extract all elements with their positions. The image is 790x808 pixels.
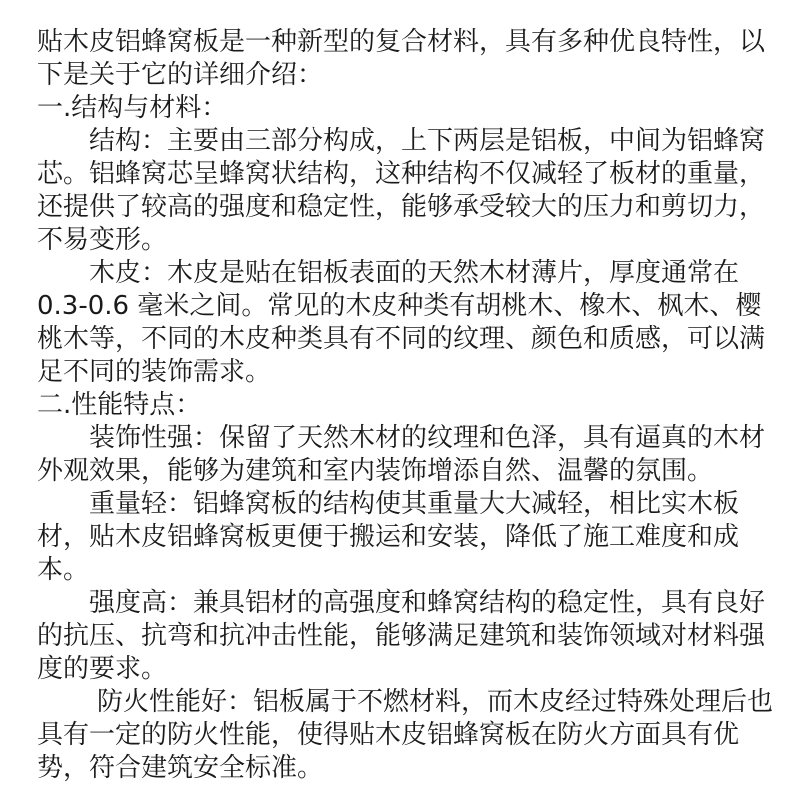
lightweight-paragraph: 重量轻：铝蜂窝板的结构使其重量大大减轻，相比实木板材，贴木皮铝蜂窝板更便于搬运和安装，降低了施工难度和成本。 (37, 489, 740, 585)
veneer-paragraph: 木皮：木皮是贴在铝板表面的天然木材薄片，厚度通常在 0.3-0.6 毫米之间。常见的木皮种类有胡桃木、橡木、枫木、樱桃木等，不同的木皮种类具有不同的纹理、颜色和质感，可以满足不同的装饰需求。 (37, 258, 766, 387)
document-body (37, 26, 777, 785)
section1-heading: 一.结构与材料： (37, 93, 228, 123)
decorative-paragraph: 装饰性强：保留了天然木材的纹理和色泽，具有逼真的木材外观效果，能够为建筑和室内装饰增添自然、温馨的氛围。 (37, 423, 766, 486)
structure-paragraph: 结构：主要由三部分构成，上下两层是铝板，中间为铝蜂窝芯。铝蜂窝芯呈蜂窝状结构，这种结构不仅减轻了板材的重量，还提供了较高的强度和稳定性，能够承受较大的压力和剪切力，不易变形。 (37, 126, 766, 255)
section2-heading: 二.性能特点： (37, 390, 202, 420)
fireproof-paragraph: 防火性能好：铝板属于不燃材料，而木皮经过特殊处理后也具有一定的防火性能，使得贴木皮铝蜂窝板在防火方面具有优势，符合建筑安全标准。 (37, 687, 774, 783)
intro-paragraph: 贴木皮铝蜂窝板是一种新型的复合材料，具有多种优良特性，以下是关于它的详细介绍： (37, 27, 766, 90)
strength-paragraph: 强度高：兼具铝材的高强度和蜂窝结构的稳定性，具有良好的抗压、抗弯和抗冲击性能，能够满足建筑和装饰领域对材料强度的要求。 (37, 588, 766, 684)
